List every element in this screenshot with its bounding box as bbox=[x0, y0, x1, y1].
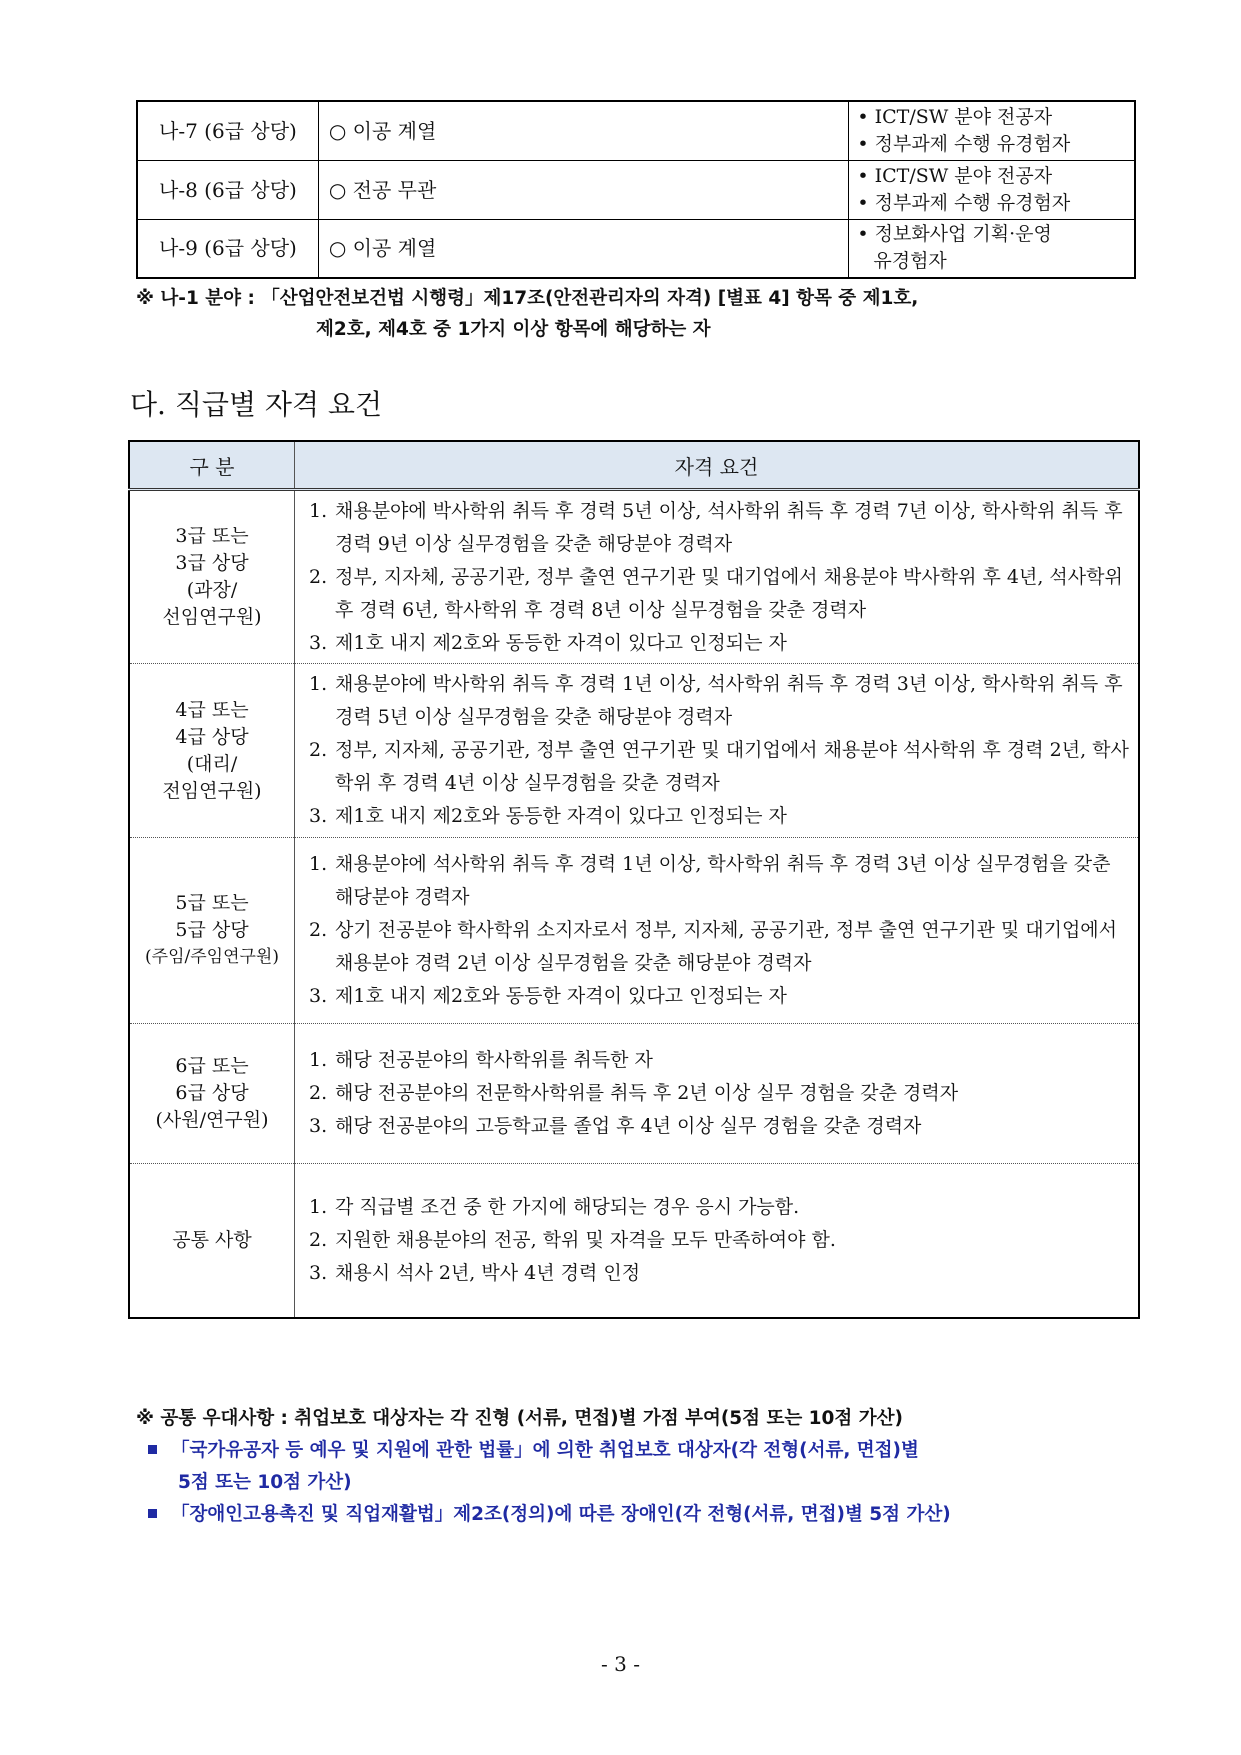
table-row bbox=[137, 219, 1135, 278]
category-line: (사원/연구원) bbox=[155, 1109, 269, 1131]
category-line: (주임/주임연구원) bbox=[145, 947, 279, 967]
note-line: 제2호, 제4호 중 1가지 이상 항목에 해당하는 자 bbox=[316, 319, 711, 340]
list-item: 1. 채용분야에 박사학위 취득 후 경력 1년 이상, 석사학위 취득 후 경력 3년 이상, 학사학위 취득 후 경력 5년 이상 실무경험을 갖춘 해당분야 경력자 bbox=[309, 673, 1123, 728]
category-line: (대리/ bbox=[186, 752, 238, 775]
list-item: 1. 각 직급별 조건 중 한 가지에 해당되는 경우 응시 가능함. bbox=[309, 1195, 800, 1218]
requirement-list bbox=[309, 668, 1132, 833]
category-line: 6급 상당 bbox=[175, 1082, 249, 1104]
list-item: 2. 상기 전공분야 학사학위 소지자로서 정부, 지자체, 공공기관, 정부 출연 연구기관 및 대기업에서 채용분야 경력 2년 이상 실무경험을 갖춘 해당분야 경력자 bbox=[309, 919, 1118, 974]
requirement-line: 유경험자 bbox=[873, 250, 947, 273]
square-bullet-icon bbox=[148, 1445, 157, 1454]
grade-cell: 나-7 (6급 상당) bbox=[137, 101, 318, 160]
category-line: 공통 사항 bbox=[172, 1228, 252, 1251]
requirements-cell bbox=[295, 1164, 1140, 1318]
table-row bbox=[137, 101, 1135, 160]
table-row bbox=[129, 1024, 1139, 1164]
category-line: 선임연구원) bbox=[162, 606, 262, 628]
table-row bbox=[137, 160, 1135, 219]
requirement-list bbox=[309, 848, 1132, 1013]
requirement-cell bbox=[849, 219, 1135, 278]
category-cell bbox=[129, 838, 295, 1024]
category-line: 3급 상당 bbox=[175, 552, 249, 574]
category-line: 6급 또는 bbox=[175, 1055, 249, 1077]
requirement-cell bbox=[849, 160, 1135, 219]
list-item: 3. 제1호 내지 제2호와 동등한 자격이 있다고 인정되는 자 bbox=[309, 985, 787, 1007]
category-cell bbox=[129, 1164, 295, 1318]
list-item: 3. 제1호 내지 제2호와 동등한 자격이 있다고 인정되는 자 bbox=[309, 805, 787, 827]
table-row bbox=[129, 1164, 1139, 1318]
requirement-line: • 정부과제 수행 유경험자 bbox=[857, 191, 1071, 214]
list-item: 3. 해당 전공분야의 고등학교를 졸업 후 4년 이상 실무 경험을 갖춘 경력자 bbox=[309, 1115, 922, 1137]
category-cell bbox=[129, 664, 295, 838]
category-cell bbox=[129, 490, 295, 664]
requirement-list bbox=[309, 1191, 1132, 1290]
requirements-cell bbox=[295, 838, 1140, 1024]
qualification-table bbox=[128, 440, 1140, 1319]
requirement-line: • 정보화사업 기획·운영 bbox=[857, 223, 1052, 246]
list-item: 3. 채용시 석사 2년, 박사 4년 경력 인정 bbox=[309, 1261, 641, 1284]
list-item: 2. 해당 전공분야의 전문학사학위를 취득 후 2년 이상 실무 경험을 갖춘 경력자 bbox=[309, 1082, 959, 1104]
section-title: 다. 직급별 자격 요건 bbox=[130, 388, 382, 421]
page-number: - 3 - bbox=[601, 1652, 640, 1676]
category-line: 4급 상당 bbox=[175, 725, 249, 748]
requirement-line: • ICT/SW 분야 전공자 bbox=[857, 164, 1053, 187]
category-line: 4급 또는 bbox=[175, 698, 249, 721]
category-line: (과장/ bbox=[186, 579, 238, 601]
requirements-cell bbox=[295, 1024, 1140, 1164]
list-item: 1. 채용분야에 박사학위 취득 후 경력 5년 이상, 석사학위 취득 후 경력 7년 이상, 학사학위 취득 후 경력 9년 이상 실무경험을 갖춘 해당분야 경력자 bbox=[309, 499, 1123, 555]
grade-cell: 나-8 (6급 상당) bbox=[137, 160, 318, 219]
category-line: 5급 상당 bbox=[175, 919, 249, 941]
list-item: 2. 지원한 채용분야의 전공, 학위 및 자격을 모두 만족하여야 함. bbox=[309, 1228, 836, 1251]
common-preference: ※ 공통 우대사항 : 취업보호 대상자는 각 진형 (서류, 면접)별 가점 부여(5점 또는 10점 가산) bbox=[136, 1408, 903, 1429]
note-line: ※ 나-1 분야 : 「산업안전보건법 시행령」제17조(안전관리자의 자격) [별표 4] 항목 중 제1호, bbox=[136, 288, 919, 309]
preference-item: 「장애인고용촉진 및 직업재활법」제2조(정의)에 따른 장애인(각 전형(서류, 면접)별 5점 가산) bbox=[136, 1499, 1146, 1531]
square-bullet-icon bbox=[148, 1509, 157, 1518]
table-row bbox=[129, 838, 1139, 1024]
field-note bbox=[136, 283, 1146, 345]
header-requirements: 자격 요건 bbox=[295, 441, 1140, 490]
preference-item-continuation: 5점 또는 10점 가산) bbox=[178, 1472, 352, 1493]
grade-table-continued bbox=[136, 100, 1136, 279]
category-cell bbox=[129, 1024, 295, 1164]
category-line: 5급 또는 bbox=[175, 892, 249, 914]
list-item: 2. 정부, 지자체, 공공기관, 정부 출연 연구기관 및 대기업에서 채용분야 박사학위 후 4년, 석사학위 후 경력 6년, 학사학위 후 경력 8년 이상 실무경험을 갖춘 경력자 bbox=[309, 565, 1123, 621]
preference-item: 「국가유공자 등 예우 및 지원에 관한 법률」에 의한 취업보호 대상자(각 전형(서류, 면접)별 5점 또는 10점 가산) bbox=[136, 1435, 1146, 1499]
list-item: 2. 정부, 지자체, 공공기관, 정부 출연 연구기관 및 대기업에서 채용분야 석사학위 후 경력 2년, 학사학위 후 경력 4년 이상 실무경험을 갖춘 경력자 bbox=[309, 739, 1129, 794]
category-line: 3급 또는 bbox=[175, 525, 249, 547]
table-row bbox=[129, 664, 1139, 838]
requirement-list bbox=[309, 495, 1132, 660]
requirement-line: • ICT/SW 분야 전공자 bbox=[857, 105, 1053, 128]
grade-cell: 나-9 (6급 상당) bbox=[137, 219, 318, 278]
requirements-cell bbox=[295, 490, 1140, 664]
list-item: 1. 채용분야에 석사학위 취득 후 경력 1년 이상, 학사학위 취득 후 경력 3년 이상 실무경험을 갖춘 해당분야 경력자 bbox=[309, 853, 1111, 908]
category-line: 전임연구원) bbox=[162, 779, 262, 802]
list-item: 3. 제1호 내지 제2호와 동등한 자격이 있다고 인정되는 자 bbox=[309, 631, 787, 654]
major-cell: ○ 전공 무관 bbox=[318, 160, 849, 219]
requirements-cell bbox=[295, 664, 1140, 838]
table-header-row bbox=[129, 441, 1139, 490]
major-cell: ○ 이공 계열 bbox=[318, 219, 849, 278]
requirement-line: • 정부과제 수행 유경험자 bbox=[857, 132, 1071, 155]
table-row bbox=[129, 490, 1139, 664]
header-category: 구 분 bbox=[129, 441, 295, 490]
requirement-list bbox=[309, 1044, 1132, 1143]
requirement-cell bbox=[849, 101, 1135, 160]
major-cell: ○ 이공 계열 bbox=[318, 101, 849, 160]
preference-notes bbox=[136, 1403, 1146, 1531]
list-item: 1. 해당 전공분야의 학사학위를 취득한 자 bbox=[309, 1049, 653, 1071]
